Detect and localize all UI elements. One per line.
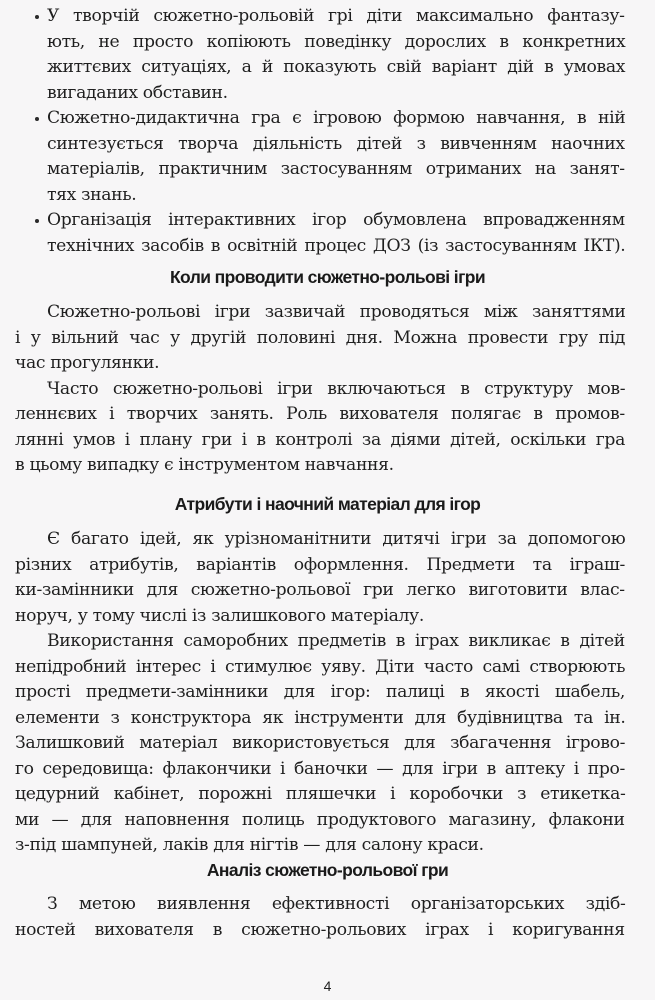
text-line: ки-замінники для сюжетно-рольової гри легко виготовити влас-	[15, 580, 625, 600]
text-line: У творчій сюжетно-рольовій грі діти максимально фантазу-	[47, 6, 625, 26]
text-line: З метою виявлення ефективності організаторських здіб-	[47, 894, 626, 914]
text-line: різних атрибутів, варіантів оформлення. Предмети та іграш-	[15, 554, 625, 575]
text-line: Сюжетно-рольові ігри зазвичай проводяться між заняттями	[47, 302, 626, 322]
text-line: леннєвих і творчих занять. Роль вихователя полягає в промов-	[15, 404, 625, 424]
text-line: го середовища: флакончики і баночки — для ігри в аптеку і про-	[15, 758, 625, 779]
text-line: елементи з конструктора як інструменти для будівництва та ін.	[15, 707, 626, 728]
text-line: технічних засобів в освітній процес ДОЗ (із застосуванням ІКТ).	[47, 235, 626, 256]
text-line: непідробний інтерес і стимулює уяву. Діти часто самі створюють	[15, 656, 626, 677]
text-line: в цьому випадку є інструментом навчання.	[15, 455, 394, 475]
text-line: ють, не просто копіюють поведінку дорослих в конкретних	[47, 31, 626, 52]
text-line: тях знань.	[47, 184, 137, 205]
text-line: матеріалів, практичним застосуванням отриманих на занят-	[47, 159, 625, 179]
page-number: 4	[323, 978, 332, 994]
text-line: цедурний кабінет, порожні пляшечки і коробочки з етикетка-	[15, 784, 626, 804]
section-heading: Атрибути і наочний матеріал для ігор	[174, 494, 481, 514]
section-heading: Коли проводити сюжетно-рольові ігри	[169, 267, 486, 287]
text-line: Використання саморобних предметів в іграх викликає в дітей	[47, 631, 625, 651]
section-heading: Аналіз сюжетно-рольової гри	[206, 860, 449, 880]
text-line: синтезується творча діяльність дітей з вивченням наочних	[47, 133, 625, 154]
text-line: Сюжетно-дидактична гра є ігровою формою навчання, в ній	[47, 108, 626, 128]
text-line: ностей вихователя в сюжетно-рольових іграх і коригування	[15, 919, 625, 940]
text-line: Організація інтерактивних ігор обумовлена впровадженням	[47, 210, 625, 230]
bullet-icon	[35, 219, 39, 223]
text-line: Є багато ідей, як урізноманітнити дитячі ігри за допомогою	[47, 529, 626, 549]
text-line: з-під шампуней, лаків для нігтів — для салону краси.	[15, 835, 484, 855]
text-line: вигаданих обставин.	[47, 82, 228, 103]
bullet-icon	[35, 117, 39, 121]
text-line: життєвих ситуаціях, а й показують свій варіант дій в умовах	[47, 57, 626, 77]
text-line: час прогулянки.	[15, 353, 160, 373]
text-line: прості предмети-замінники для ігор: палиці в якості шабель,	[15, 682, 625, 702]
text-line: Часто сюжетно-рольові ігри включаються в структуру мов-	[47, 378, 626, 399]
text-line: Залишковий матеріал використовується для збагачення ігрово-	[15, 733, 626, 753]
bullet-icon	[35, 15, 39, 19]
text-line: ми — для наповнення полиць продуктового магазину, флакони	[15, 809, 625, 830]
text-line: і у вільний час у другій половині дня. Можна провести гру під	[15, 327, 626, 348]
text-line: норуч, у тому числі із залишкового матеріалу.	[15, 605, 424, 626]
text-line: лянні умов і плану гри і в контролі за діями дітей, оскільки гра	[15, 429, 625, 450]
